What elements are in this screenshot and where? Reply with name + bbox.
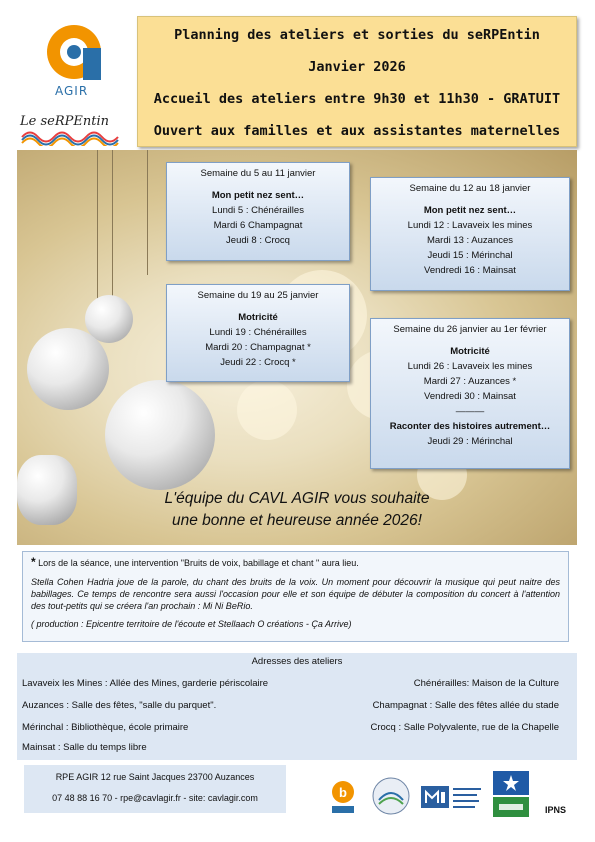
address-item: Auzances : Salle des fêtes, "salle du parquet". bbox=[22, 700, 217, 711]
banner-hours: Accueil des ateliers entre 9h30 et 11h30 - GRATUIT bbox=[153, 91, 561, 107]
banner-title: Planning des ateliers et sorties du seRPEntin bbox=[174, 27, 540, 43]
week-session: Lundi 5 : Chénérailles bbox=[212, 205, 304, 216]
banner-audience: Ouvert aux familles et aux assistantes maternelles bbox=[153, 123, 561, 139]
week-3-box bbox=[166, 284, 350, 382]
week-session: Jeudi 8 : Crocq bbox=[226, 235, 290, 246]
week-theme: Mon petit nez sent… bbox=[211, 190, 305, 201]
contact-footer bbox=[24, 765, 286, 813]
footer-address: RPE AGIR 12 rue Saint Jacques 23700 Auzances bbox=[55, 772, 255, 782]
week-2-box bbox=[370, 177, 570, 291]
week-heading: Semaine du 19 au 25 janvier bbox=[197, 290, 319, 301]
week-heading: Semaine du 12 au 18 janvier bbox=[409, 183, 531, 194]
banner-month: Janvier 2026 bbox=[308, 59, 406, 75]
week-session: Jeudi 22 : Crocq * bbox=[220, 357, 296, 368]
week-theme: Raconter des histoires autrement… bbox=[389, 421, 551, 432]
week-session: Jeudi 15 : Mérinchal bbox=[427, 250, 513, 261]
production-credit: ( production : Epicentre territoire de l'écoute et Stellaach O créations - Ça Arrive) bbox=[31, 619, 352, 629]
family-services-text-logo-icon bbox=[453, 784, 483, 812]
week-session: Mardi 6 Champagnat bbox=[213, 220, 303, 231]
addresses-section bbox=[17, 653, 577, 760]
week-heading: Semaine du 26 janvier au 1er février bbox=[393, 324, 547, 335]
intervention-text: Lors de la séance, une intervention "Bruits de voix, babillage et chant " aura lieu. bbox=[35, 558, 359, 568]
footer-contact: 07 48 88 16 70 - rpe@cavlagir.fr - site: cavlagir.com bbox=[52, 793, 258, 803]
week-session: Lundi 19 : Chénérailles bbox=[209, 327, 307, 338]
family-services-logo-icon bbox=[421, 786, 449, 808]
address-item: Lavaveix les Mines : Allée des Mines, garderie périscolaire bbox=[22, 678, 269, 689]
wishes-line-2: une bonne et heureuse année 2026! bbox=[172, 512, 422, 529]
agir-logo-icon bbox=[44, 22, 104, 82]
serpentin-logo-text: Le seRPEntin bbox=[20, 114, 109, 129]
svg-text:b: b bbox=[339, 785, 347, 800]
address-item: Champagnat : Salle des fêtes allée du stade bbox=[372, 700, 559, 711]
week-4-box bbox=[370, 318, 570, 469]
caf-logo-icon bbox=[493, 771, 529, 817]
address-item: Mérinchal : Bibliothèque, école primaire bbox=[22, 722, 189, 733]
week-session: Mardi 20 : Champagnat * bbox=[205, 342, 311, 353]
week-session: Mardi 13 : Auzances bbox=[426, 235, 514, 246]
week-separator: ——— bbox=[455, 406, 485, 417]
address-item: Mainsat : Salle du temps libre bbox=[22, 742, 147, 753]
title-banner bbox=[137, 16, 577, 147]
intervention-line bbox=[31, 556, 560, 569]
bus-services-logo-icon bbox=[330, 779, 356, 815]
marche-combraille-logo-icon bbox=[371, 776, 411, 816]
week-session: Lundi 12 : Lavaveix les mines bbox=[407, 220, 533, 231]
week-session: Lundi 26 : Lavaveix les mines bbox=[407, 361, 533, 372]
address-item: Chénérailles: Maison de la Culture bbox=[413, 678, 559, 689]
week-session: Mardi 27 : Auzances * bbox=[423, 376, 517, 387]
agir-logo-text: AGIR bbox=[55, 84, 89, 98]
week-theme: Motricité bbox=[238, 312, 278, 323]
week-1-box bbox=[166, 162, 350, 261]
star-marker: * bbox=[31, 555, 36, 569]
serpentin-wave-icon bbox=[20, 128, 130, 146]
week-heading: Semaine du 5 au 11 janvier bbox=[200, 168, 316, 179]
intervention-description: Stella Cohen Hadria joue de la parole, du chant des bruits de la voix. Un moment pour découvrir la musique qui peut naitre des babillages. Ce temps de rencontre sera aussi l'occasion pour elle et son équipe de débuter la composition du concert à l'attention des tout-petits qui se créera l'an prochain : Mi Ni BeRio. bbox=[31, 577, 560, 611]
intervention-note bbox=[22, 551, 569, 642]
week-session: Jeudi 29 : Mérinchal bbox=[427, 436, 513, 447]
week-theme: Motricité bbox=[450, 346, 490, 357]
address-item: Crocq : Salle Polyvalente, rue de la Chapelle bbox=[370, 722, 559, 733]
addresses-title: Adresses des ateliers bbox=[251, 656, 343, 667]
week-theme: Mon petit nez sent… bbox=[423, 205, 517, 216]
ipns-mark: IPNS bbox=[545, 805, 567, 815]
week-session: Vendredi 16 : Mainsat bbox=[424, 265, 516, 276]
week-session: Vendredi 30 : Mainsat bbox=[424, 391, 516, 402]
wishes-line-1: L'équipe du CAVL AGIR vous souhaite bbox=[164, 490, 430, 507]
new-year-wishes bbox=[117, 488, 477, 532]
